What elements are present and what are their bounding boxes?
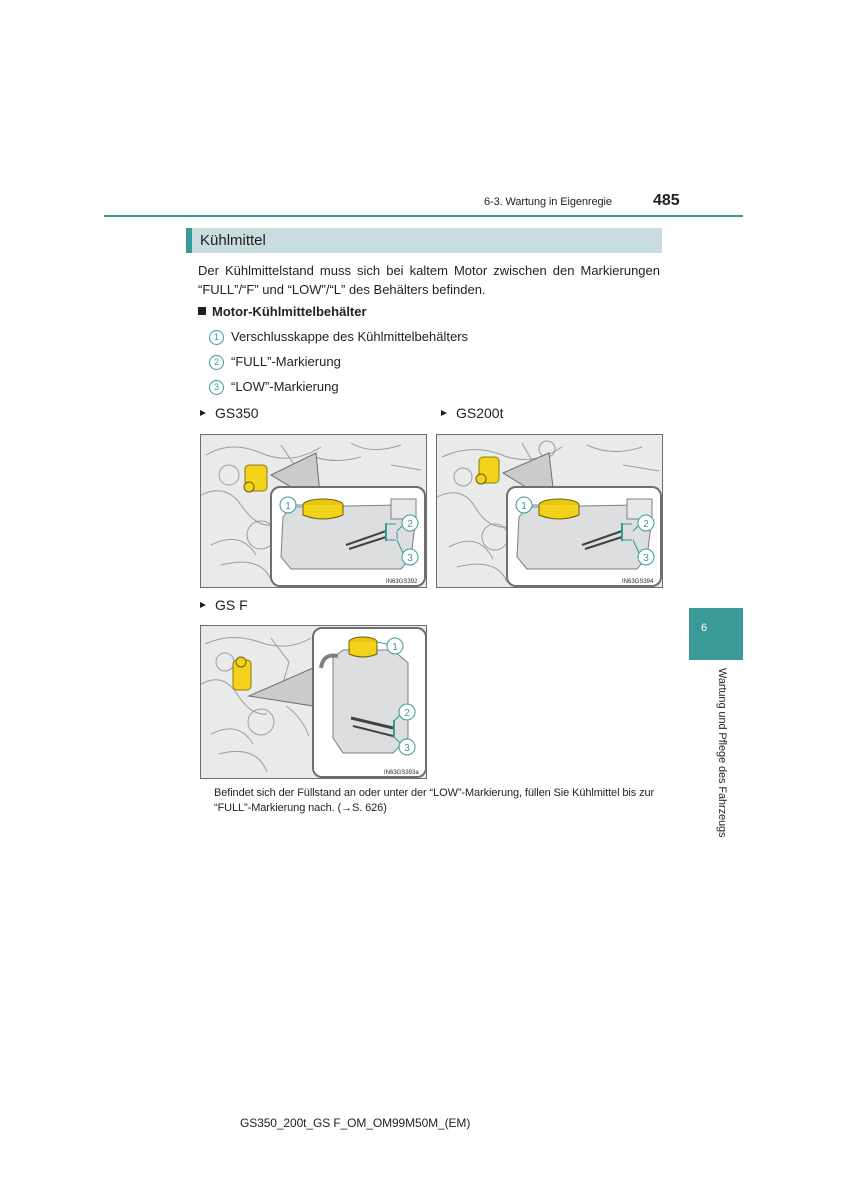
section-heading — [186, 228, 662, 253]
triangle-bullet-icon — [200, 602, 206, 608]
callout-3: 3 — [407, 553, 413, 564]
engine-bay-illustration — [201, 435, 427, 588]
list-item-text: Verschlusskappe des Kühlmittelbehälters — [231, 329, 469, 344]
list-item-text: “LOW”-Markierung — [231, 379, 339, 394]
document-footer: GS350_200t_GS F_OM_OM99M50M_(EM) — [240, 1116, 471, 1130]
chapter-tab-number: 6 — [700, 622, 708, 634]
callout-2: 2 — [407, 519, 413, 530]
engine-bay-illustration — [201, 626, 427, 779]
chapter-tab — [689, 608, 743, 660]
circled-number-icon: 1 — [209, 330, 224, 345]
figure-gs350 — [200, 434, 427, 588]
callout-3: 3 — [404, 743, 410, 754]
circled-number-icon: 3 — [209, 380, 224, 395]
section-title: Kühlmittel — [200, 232, 266, 249]
subheading-text: Motor-Kühlmittelbehälter — [212, 304, 367, 319]
model-label-gs350: GS350 — [200, 405, 259, 421]
callout-1: 1 — [521, 501, 527, 512]
triangle-bullet-icon — [200, 410, 206, 416]
figure-gs200t — [436, 434, 663, 588]
chapter-tab-label: Wartung und Pflege des Fahrzeugs — [716, 668, 728, 838]
section-intro: Der Kühlmittelstand muss sich bei kaltem Motor zwischen den Markierungen “FULL”/“F” und “LOW”/“L” des Behälters befinden. — [198, 263, 660, 297]
list-item — [209, 379, 339, 395]
triangle-bullet-icon — [441, 410, 447, 416]
model-label-gs200t: GS200t — [441, 405, 503, 421]
subheading — [198, 304, 367, 319]
header-rule — [104, 215, 743, 217]
callout-1: 1 — [392, 642, 398, 653]
callout-1: 1 — [285, 501, 291, 512]
figure-code: IN63GS394 — [622, 579, 654, 585]
list-item — [209, 354, 341, 370]
callout-2: 2 — [404, 708, 410, 719]
circled-number-icon: 2 — [209, 355, 224, 370]
list-item — [209, 329, 468, 345]
square-bullet-icon — [198, 307, 206, 315]
engine-bay-illustration — [437, 435, 663, 588]
callout-2: 2 — [643, 519, 649, 530]
page-number: 485 — [653, 192, 680, 209]
figure-code: IN63GS393a — [384, 770, 419, 776]
figure-gsf — [200, 625, 427, 779]
callout-3: 3 — [643, 553, 649, 564]
list-item-text: “FULL”-Markierung — [231, 354, 341, 369]
fill-note: Befindet sich der Füllstand an oder unter der “LOW”-Markierung, füllen Sie Kühlmittel bis zur “FULL”-Markierung nach. (→S. 626) — [214, 787, 655, 814]
model-label-gsf: GS F — [200, 597, 248, 613]
figure-code: IN63GS392 — [386, 579, 418, 585]
running-header-section: 6-3. Wartung in Eigenregie — [484, 196, 612, 208]
